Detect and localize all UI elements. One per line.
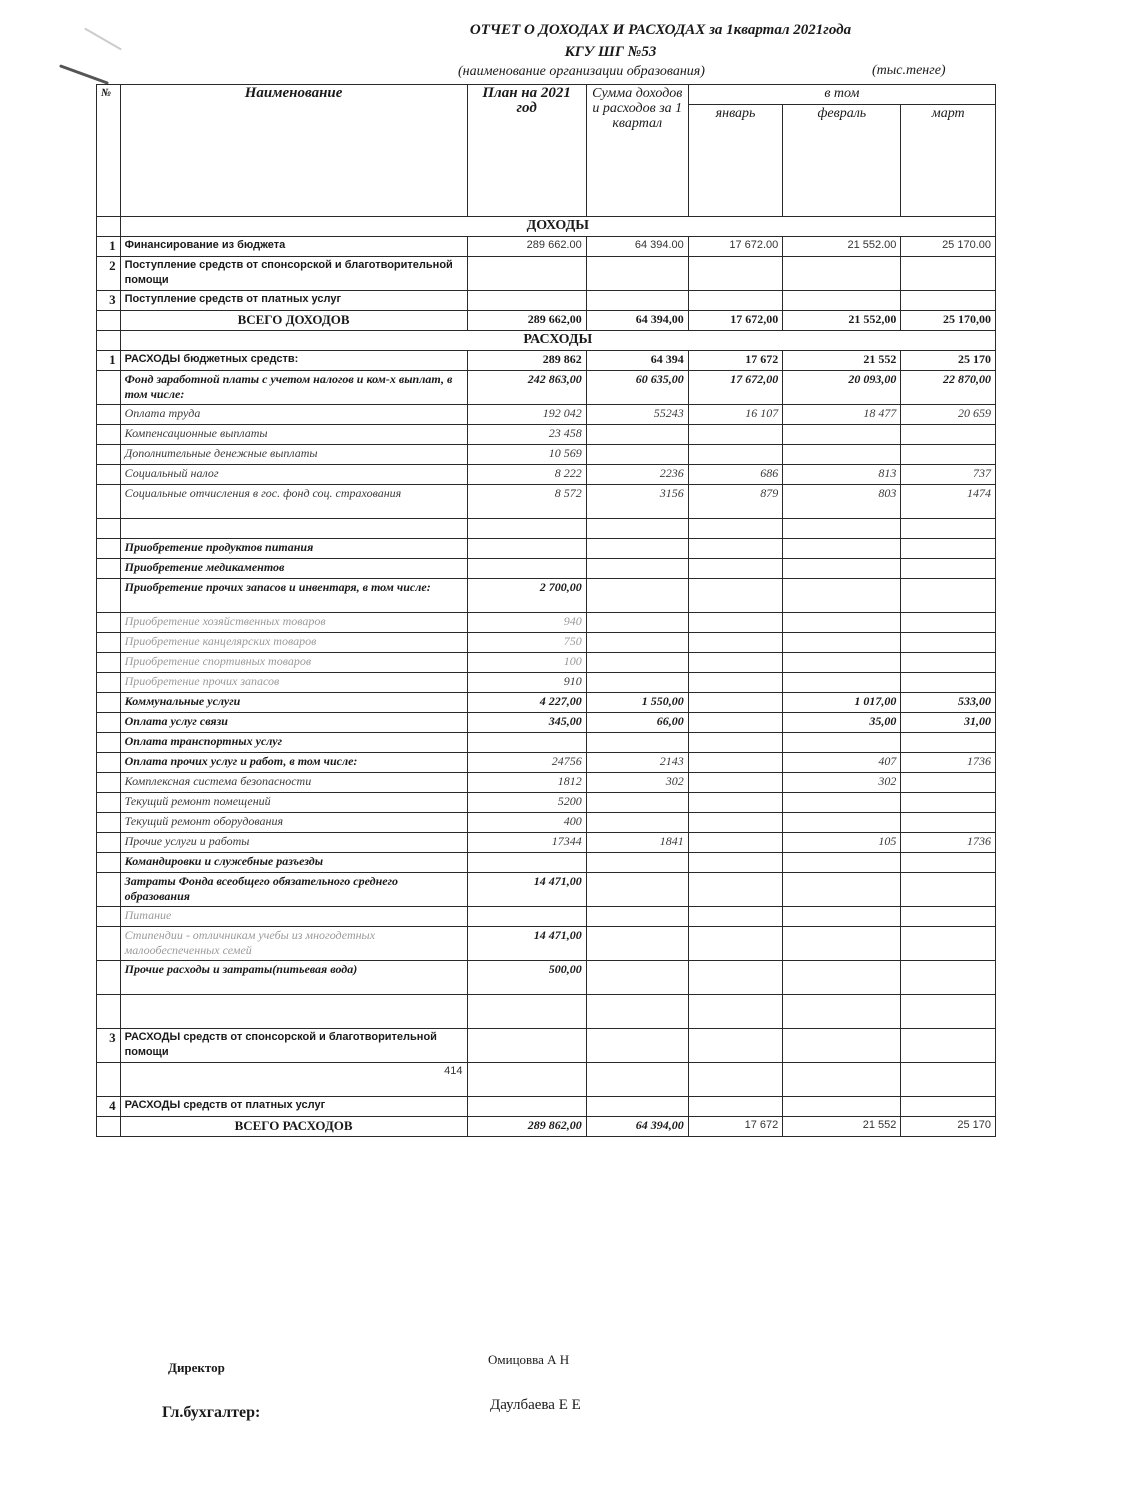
income-total-row: ВСЕГО ДОХОДОВ 289 662,00 64 394,00 17 672,00 21 552,00 25 170,00 [97, 311, 996, 331]
table-row: Приобретение продуктов питания [97, 539, 996, 559]
table-row: Социальный налог 8 222 2236 686 813 737 [97, 465, 996, 485]
section-income: ДОХОДЫ [120, 217, 995, 237]
table-row: 2 Поступление средств от спонсорской и благотворительной помощи [97, 257, 996, 291]
col-header-sum: Сумма доходов и расходов за 1 квартал [586, 85, 688, 217]
income-expense-table [96, 84, 996, 1137]
table-row: Фонд заработной платы с учетом налогов и ком-х выплат, в том числе: 242 863,00 60 635,00 17 672,00 20 093,00 22 870,00 [97, 371, 996, 405]
report-title: ОТЧЕТ О ДОХОДАХ И РАСХОДАХ за 1квартал 2021года [469, 22, 852, 38]
table-row: Прочие расходы и затраты(питьевая вода) 500,00 [97, 961, 996, 995]
director-label: Директор [168, 1360, 225, 1375]
table-row: Прочие услуги и работы 17344 1841 105 1736 [97, 833, 996, 853]
table-row: Дополнительные денежные выплаты 10 569 [97, 445, 996, 465]
organization-name: КГУ ШГ №53 [564, 44, 657, 60]
table-row: 3 РАСХОДЫ средств от спонсорской и благотворительной помощи [97, 1029, 996, 1063]
col-header-group: в том [688, 85, 995, 105]
section-expenses: РАСХОДЫ [120, 331, 995, 351]
table-row: Приобретение медикаментов [97, 559, 996, 579]
table-row: Оплата труда 192 042 55243 16 107 18 477 20 659 [97, 405, 996, 425]
col-header-name: Наименование [120, 85, 467, 217]
table-row-empty [97, 519, 996, 539]
table-row: Приобретение прочих запасов и инвентаря, в том числе: 2 700,00 [97, 579, 996, 613]
table-row: Питание [97, 907, 996, 927]
col-header-no: № [97, 85, 121, 217]
unit-label: (тыс.тенге) [872, 63, 946, 78]
table-row: 4 РАСХОДЫ средств от платных услуг [97, 1097, 996, 1117]
scan-mark [59, 64, 109, 85]
table-row: Командировки и служебные разъезды [97, 853, 996, 873]
col-header-mar: март [901, 105, 996, 217]
col-header-plan: План на 2021 год [467, 85, 586, 217]
organization-caption: (наименование организации образования) [458, 64, 705, 79]
table-row: Стипендии - отличникам учебы из многодетных малообеспеченных семей 14 471,00 [97, 927, 996, 961]
table-row: Текущий ремонт помещений 5200 [97, 793, 996, 813]
table-row: Комплексная система безопасности 1812 302 302 [97, 773, 996, 793]
table-row: Социальные отчисления в гос. фонд соц. страхования 8 572 3156 879 803 1474 [97, 485, 996, 519]
table-row: Оплата транспортных услуг [97, 733, 996, 753]
table-row: 1 Финансирование из бюджета 289 662.00 64 394.00 17 672.00 21 552.00 25 170.00 [97, 237, 996, 257]
table-row: Приобретение прочих запасов 910 [97, 673, 996, 693]
table-row: 414 [97, 1063, 996, 1097]
table-row: Приобретение канцелярских товаров 750 [97, 633, 996, 653]
col-header-feb: февраль [783, 105, 901, 217]
table-row: Текущий ремонт оборудования 400 [97, 813, 996, 833]
accountant-name: Даулбаева Е Е [490, 1397, 581, 1413]
table-row-empty [97, 995, 996, 1029]
table-row: Приобретение спортивных товаров 100 [97, 653, 996, 673]
col-header-jan: январь [688, 105, 783, 217]
table-row: Затраты Фонда всеобщего обязательного среднего образования 14 471,00 [97, 873, 996, 907]
table-row: 3 Поступление средств от платных услуг [97, 291, 996, 311]
table-row: Приобретение хозяйственных товаров 940 [97, 613, 996, 633]
table-row: 1 РАСХОДЫ бюджетных средств: 289 862 64 394 17 672 21 552 25 170 [97, 351, 996, 371]
table-row: Компенсационные выплаты 23 458 [97, 425, 996, 445]
table-row: Оплата услуг связи 345,00 66,00 35,00 31,00 [97, 713, 996, 733]
director-name: Омицовва А Н [488, 1352, 570, 1367]
expenses-total-row: ВСЕГО РАСХОДОВ 289 862,00 64 394,00 17 672 21 552 25 170 [97, 1117, 996, 1137]
table-row: Оплата прочих услуг и работ, в том числе: 24756 2143 407 1736 [97, 753, 996, 773]
table-row: Коммунальные услуги 4 227,00 1 550,00 1 017,00 533,00 [97, 693, 996, 713]
accountant-label: Гл.бухгалтер: [162, 1404, 261, 1421]
